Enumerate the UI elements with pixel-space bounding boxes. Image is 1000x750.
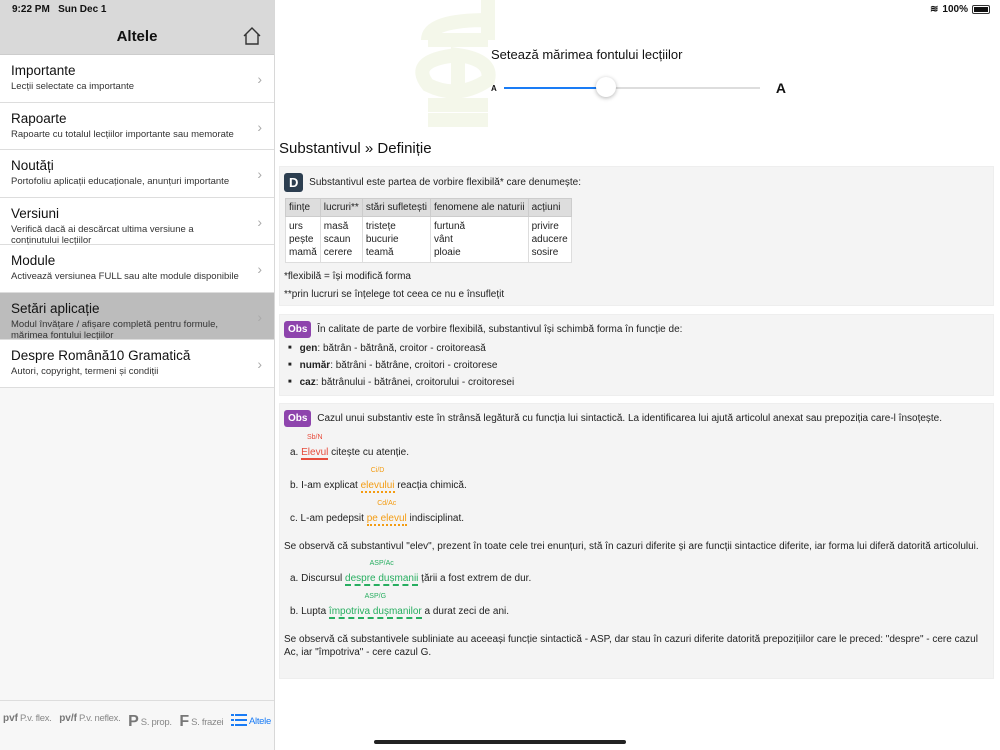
- bullet-key: număr: [299, 360, 331, 371]
- table-header: ființe: [286, 199, 321, 217]
- chevron-right-icon: ›: [257, 166, 262, 182]
- tab-label: S. prop.: [140, 716, 172, 728]
- wifi-icon: ≋: [930, 4, 939, 15]
- chevron-right-icon: ›: [257, 308, 262, 325]
- sidebar-item[interactable]: [0, 103, 274, 151]
- definition-text: Substantivul este partea de vorbire flexibilă* care denumește:: [309, 177, 581, 189]
- obs-badge: Obs: [284, 321, 311, 338]
- sidebar-item-title: Rapoarte: [11, 110, 67, 126]
- sidebar-item[interactable]: [0, 340, 274, 388]
- font-size-label: Setează mărimea fontului lecțiilor: [491, 47, 683, 62]
- sidebar-title: Altele: [116, 28, 158, 45]
- table-word: urs: [289, 221, 303, 232]
- table-word: teamă: [365, 247, 394, 258]
- sidebar-item-subtitle: Verifică dacă ai descărcat ultima versiune a conținutului lecțiilor: [11, 223, 194, 246]
- flexion-list: [288, 343, 989, 388]
- word-text: pe elevul: [366, 513, 407, 524]
- table-word: ploaie: [433, 247, 461, 258]
- example-sentence: [290, 560, 989, 586]
- tab-label: P.v. neflex.: [78, 713, 121, 724]
- sidebar-item-title: Importante: [11, 63, 76, 78]
- sidebar-item-subtitle: Lecții selectate ca importante: [11, 81, 135, 92]
- tab-label: S. frazei: [191, 716, 224, 728]
- table-word: mamă: [289, 247, 317, 258]
- bullet-value: : bătrâni - bătrâne, croitori - croitorese: [330, 360, 498, 371]
- table-header: fenomene ale naturii: [430, 199, 528, 217]
- table-cell: [286, 217, 321, 263]
- highlighted-word: [301, 434, 329, 460]
- sidebar-item-title: Despre Română10 Gramatică: [11, 348, 191, 363]
- example-prefix: a.: [290, 447, 302, 458]
- table-cell: [320, 217, 362, 263]
- tab-label: P.v. flex.: [20, 713, 52, 724]
- explanation-1: Se observă că substantivul "elev", prezent în toate cele trei enunțuri, stă în cazuri diferite și are funcții sintactice diferite, iar forma lui diferă datorită articolului.: [284, 541, 979, 552]
- example-prefix: b. Lupta: [290, 606, 329, 617]
- obs-badge: Obs: [284, 410, 311, 427]
- chevron-right-icon: ›: [257, 71, 262, 87]
- word-text: împotriva dușmanilor: [328, 606, 422, 617]
- battery-status: ≋ 100%: [930, 4, 990, 15]
- example-prefix: c. L-am pedepsit: [290, 513, 367, 524]
- table-word: cerere: [323, 247, 353, 258]
- table-word: scaun: [323, 234, 351, 245]
- sidebar-item-subtitle: Autori, copyright, termeni și condiții: [11, 366, 159, 377]
- sidebar-item-title: Setări aplicație: [11, 300, 100, 316]
- font-size-slider[interactable]: [491, 78, 786, 98]
- highlighted-word: [328, 593, 422, 619]
- bullet-value: : bătrânului - bătrânei, croitorului - croitoresei: [315, 377, 515, 388]
- sidebar-item-subtitle: Rapoarte cu totalul lecțiilor importante sau memorate: [11, 128, 234, 140]
- table-header: stări sufletești: [362, 199, 430, 217]
- noun-categories-table: [285, 198, 572, 263]
- example-suffix: a durat zeci de ani.: [421, 606, 510, 617]
- main-content: [276, 0, 1000, 750]
- chevron-right-icon: ›: [257, 213, 262, 230]
- table-cell: [430, 217, 528, 263]
- sidebar-item-title: Noutăți: [11, 158, 54, 173]
- sidebar-item-title: Module: [11, 253, 56, 268]
- breadcrumb: Substantivul » Definiție: [279, 140, 432, 157]
- sidebar-item[interactable]: [0, 245, 274, 293]
- table-word: tristețe: [365, 221, 396, 232]
- home-icon[interactable]: [242, 26, 262, 46]
- word-text: Elevul: [301, 447, 329, 458]
- table-word: vânt: [433, 234, 453, 245]
- chevron-right-icon: ›: [257, 261, 262, 277]
- table-word: bucurie: [365, 234, 399, 245]
- tab-p-v-flex-[interactable]: [3, 713, 52, 724]
- large-font-label: A: [775, 80, 786, 96]
- example-suffix: citește cu atenție.: [328, 447, 409, 458]
- tab-altele[interactable]: [231, 713, 271, 730]
- example-sentence: [290, 434, 989, 460]
- chevron-right-icon: ›: [257, 118, 262, 135]
- tab-label: Altele: [248, 716, 271, 727]
- table-word: furtună: [433, 221, 466, 232]
- battery-icon: [972, 5, 990, 14]
- table-word: aducere: [531, 234, 568, 245]
- status-time: 9:22 PM Sun Dec 1: [12, 4, 107, 15]
- example-prefix: a. Discursul: [290, 573, 346, 584]
- definition-badge: D: [284, 173, 303, 192]
- table-cell: [528, 217, 571, 263]
- status-bar: [0, 0, 1000, 18]
- highlighted-word: [345, 560, 419, 586]
- sidebar-item-title: Versiuni: [11, 205, 60, 221]
- example-sentence: [290, 593, 989, 619]
- bullet-item: [288, 377, 989, 388]
- sidebar-item[interactable]: [0, 198, 274, 246]
- table-word: masă: [323, 221, 349, 232]
- example-prefix: b. I-am explicat: [290, 480, 361, 491]
- syntactic-label: ASP/G: [364, 593, 387, 600]
- tab-s-frazei[interactable]: [179, 713, 223, 731]
- settings-list: [0, 55, 274, 388]
- table-header: lucruri**: [320, 199, 362, 217]
- table-word: pește: [289, 234, 314, 245]
- watermark-graphic: [388, 0, 500, 128]
- obs-text: Cazul unui substantiv este în strânsă legătură cu funcția lui sintactică. La identificarea lui ajută articolul anexat sau prepoziția care-l însoțește.: [317, 413, 943, 425]
- example-suffix: indisciplinat.: [406, 513, 465, 524]
- bullet-key: caz: [299, 377, 316, 388]
- F-icon: F: [179, 713, 190, 730]
- example-suffix: reacția chimică.: [394, 480, 467, 491]
- footnote-1: *flexibilă = își modifică forma: [284, 271, 411, 282]
- observation-box-1: [279, 314, 994, 396]
- P-icon: P: [128, 713, 139, 730]
- small-font-label: A: [491, 84, 497, 93]
- syntactic-label: Cd/Ac: [377, 500, 397, 507]
- definition-box: [279, 166, 994, 306]
- highlighted-word: [366, 500, 407, 526]
- obs-text: În calitate de parte de vorbire flexibilă, substantivul își schimbă forma în funcție de:: [317, 324, 683, 336]
- tab-s-prop-[interactable]: [128, 713, 172, 731]
- table-word: sosire: [531, 247, 559, 258]
- table-cell: [362, 217, 430, 263]
- chevron-right-icon: ›: [257, 356, 262, 372]
- bullet-item: [288, 343, 989, 354]
- sidebar-item-subtitle: Activează versiunea FULL sau alte module disponibile: [11, 271, 239, 282]
- sidebar-item-subtitle: Portofoliu aplicații educaționale, anunțuri importante: [11, 176, 230, 187]
- table-word: privire: [531, 221, 559, 232]
- tab-bar: [0, 700, 274, 750]
- list-icon: [231, 713, 247, 730]
- explanation-2: Se observă că substantivele subliniate au aceeași funcție sintactică - ASP, dar stau în cazuri diferite datorită prepozițiilor care le preced: "despre" - cere cazul Ac, iar "împotriva" - cere cazul G.: [284, 634, 978, 658]
- bullet-key: gen: [299, 343, 318, 354]
- pvf-icon: pv/f: [59, 713, 77, 724]
- word-text: despre dușmanii: [345, 573, 419, 584]
- slider-thumb[interactable]: [596, 77, 616, 97]
- sidebar-item[interactable]: [0, 55, 274, 103]
- syntactic-label: Sb/N: [306, 434, 323, 441]
- example-suffix: țării a fost extrem de dur.: [418, 573, 532, 584]
- syntactic-label: Ci/D: [370, 467, 385, 474]
- bullet-item: [288, 360, 989, 371]
- word-text: elevului: [360, 480, 395, 491]
- sidebar-item-subtitle: Modul învățare / afișare completă pentru formule, mărimea fontului lecțiilor: [11, 318, 218, 341]
- bullet-value: : bătrân - bătrână, croitor - croitoreasă: [317, 343, 486, 354]
- home-indicator[interactable]: [374, 740, 626, 744]
- tab-p-v-neflex-[interactable]: [59, 713, 120, 724]
- example-sentence: [290, 467, 989, 493]
- sidebar: [0, 0, 275, 750]
- sidebar-item[interactable]: [0, 150, 274, 198]
- sidebar-item[interactable]: [0, 293, 274, 341]
- table-header: acțiuni: [528, 199, 571, 217]
- pvf-icon: pvf: [3, 713, 18, 724]
- syntactic-label: ASP/Ac: [369, 560, 394, 567]
- highlighted-word: [360, 467, 395, 493]
- example-sentence: [290, 500, 989, 526]
- observation-box-2: [279, 403, 994, 679]
- footnote-2: **prin lucruri se înțelege tot ceea ce nu e însuflețit: [284, 289, 505, 300]
